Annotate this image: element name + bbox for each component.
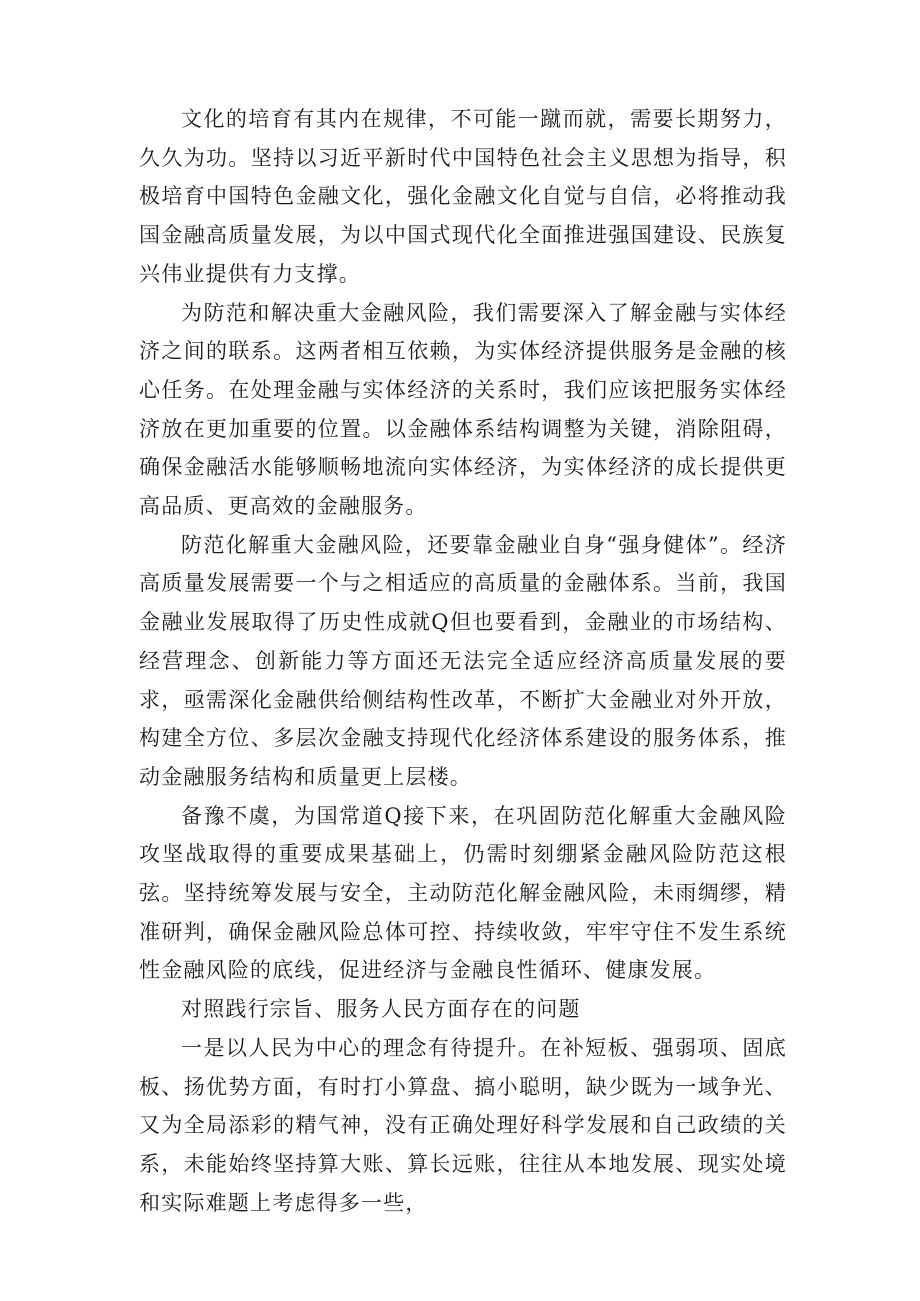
section-heading: 对照践行宗旨、服务人民方面存在的问题 xyxy=(181,997,581,1022)
paragraph-real-economy: 为防范和解决重大金融风险，我们需要深入了解金融与实体经济之间的联系。这两者相互依赖，为实体经济提供服务是金融的核心任务。在处理金融与实体经济的关系时，我们应该把服务实体经济放在更加重要的位置。以金融体系结构调整为关键，消除阻碍，确保金融活水能够顺畅地流向实体经济，为实体经济的成长提供更高品质、更高效的金融服务。 xyxy=(139,300,787,519)
document-body xyxy=(139,100,787,1222)
paragraph-culture: 文化的培育有其内在规律，不可能一蹴而就，需要长期努力，久久为功。坚持以习近平新时代中国特色社会主义思想为指导，积极培育中国特色金融文化，强化金融文化自觉与自信，必将推动我国金融高质量发展，为以中国式现代化全面推进强国建设、民族复兴伟业提供有力支撑。 xyxy=(139,107,787,286)
paragraph-risk-prevention: 备豫不虞，为国常道Q接下来，在巩固防范化解重大金融风险攻坚战取得的重要成果基础上，仍需时刻绷紧金融风险防范这根弦。坚持统筹发展与安全，主动防范化解金融风险，未雨绸缪，精准研判，确保金融风险总体可控、持续收敛，牢牢守住不发生系统性金融风险的底线，促进经济与金融良性循环、健康发展。 xyxy=(139,803,787,983)
paragraph-people-centered: 一是以人民为中心的理念有待提升。在补短板、强弱项、固底板、扬优势方面，有时打小算盘、搞小聪明，缺少既为一域争光、又为全局添彩的精气神，没有正确处理好科学发展和自己政绩的关系，未能始终坚持算大账、算长远账，往往从本地发展、现实处境和实际难题上考虑得多一些， xyxy=(139,1035,787,1215)
paragraph-financial-system: 防范化解重大金融风险，还要靠金融业自身“强身健体”。经济高质量发展需要一个与之相适应的高质量的金融体系。当前，我国金融业发展取得了历史性成就Q但也要看到，金融业的市场结构、经营理念、创新能力等方面还无法完全适应经济高质量发展的要求，亟需深化金融供给侧结构性改革，不断扩大金融业对外开放，构建全方位、多层次金融支持现代化经济体系建设的服务体系，推动金融服务结构和质量更上层楼。 xyxy=(139,532,787,789)
